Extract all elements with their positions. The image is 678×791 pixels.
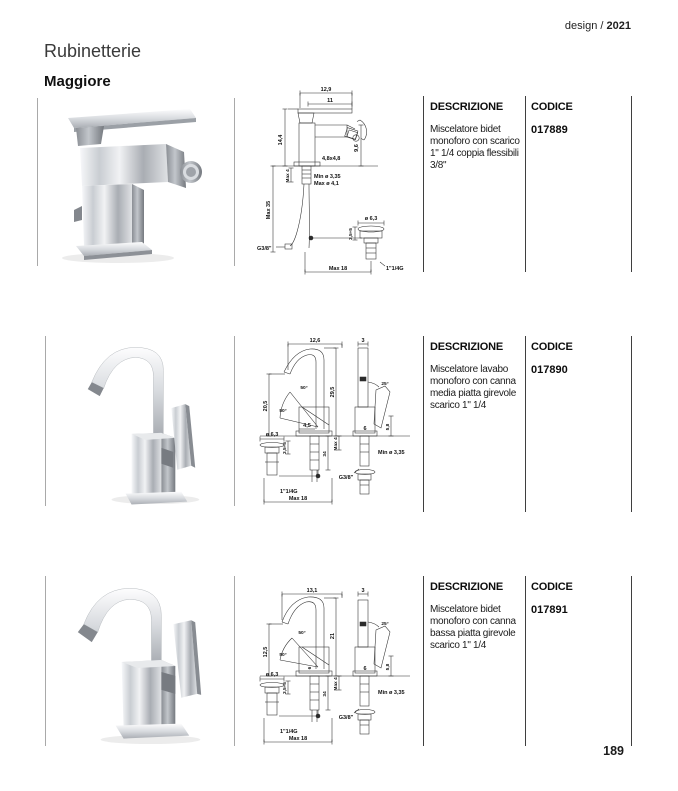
dim-label: 34 — [323, 451, 328, 457]
table-rule-right-2 — [631, 336, 632, 512]
codice-header-2: CODICE — [531, 341, 573, 353]
product-description-3: Miscelatore bidet monoforo con canna bassa piatta girevole scarico 1" 1/4 — [430, 604, 516, 651]
dim-label: 6 — [363, 426, 367, 432]
faucet-photo-shapes — [78, 588, 201, 744]
dim-label: 50° — [279, 653, 287, 658]
product-photo-bidet-spout-mixer — [46, 576, 234, 746]
page-title: Rubinetterie — [44, 41, 142, 61]
dim-label: Max 4 — [334, 437, 339, 451]
codice-header-3: CODICE — [531, 581, 573, 593]
table-rule-mid-1 — [525, 96, 526, 272]
design-credit-year: 2021 — [606, 20, 631, 32]
table-rule-right-3 — [631, 576, 632, 746]
dim-label: 21 — [330, 632, 336, 640]
design-credit-prefix: design / — [564, 20, 607, 32]
dim-label: ø 6,3 — [265, 432, 279, 438]
dim-label: Max 35 — [266, 200, 272, 220]
dim-label: 6 — [363, 666, 367, 672]
dim-label: 1"1/4G — [280, 729, 298, 735]
dim-labels-1 — [257, 87, 404, 272]
dim-label: 9,6 — [354, 144, 360, 152]
dim-label: 50° — [298, 631, 306, 636]
codice-header-1: CODICE — [531, 101, 573, 113]
dim-labels-2 — [263, 338, 405, 502]
dim-label: 29,5 — [330, 386, 336, 398]
dim-label: 6 — [308, 666, 313, 670]
dim-label: 25° — [381, 382, 389, 387]
table-rule-mid-2 — [525, 336, 526, 512]
dim-label: 5,8 — [386, 423, 391, 431]
dim-label: Max ø 4,1 — [314, 181, 339, 187]
dim-labels-3 — [263, 588, 405, 742]
dim-label: G3/8" — [257, 246, 272, 252]
table-rule-mid-3 — [525, 576, 526, 746]
dim-label: Max 18 — [328, 266, 348, 272]
dim-label: 13,1 — [306, 588, 318, 594]
table-rule-right-1 — [631, 96, 632, 272]
product-photo-bidet-mixer — [38, 98, 234, 266]
table-rule-left-2 — [423, 336, 424, 512]
table-rule-left-3 — [423, 576, 424, 746]
faucet-photo-shapes — [88, 347, 199, 504]
descrizione-header-3: DESCRIZIONE — [430, 581, 503, 593]
dim-label: 4,5 — [303, 423, 311, 429]
technical-drawing-2 — [252, 332, 418, 522]
product-code-1: 017889 — [531, 124, 568, 136]
dim-label: 12,9 — [320, 87, 332, 93]
dim-label: Max 4 — [286, 169, 291, 183]
product-photo-lavabo-mixer — [46, 336, 234, 506]
dim-label: 3,5÷5 — [349, 228, 354, 240]
product-code-2: 017890 — [531, 364, 568, 376]
dim-label: 34 — [323, 691, 328, 697]
dim-label: 1"1/4G — [280, 489, 298, 495]
dim-label: Max 18 — [288, 736, 308, 742]
faucet-photo-shapes — [62, 109, 202, 263]
dim-label: Min ø 3,35 — [378, 450, 405, 456]
dim-label: ø 6,3 — [265, 672, 279, 678]
dim-label: G3/8" — [338, 715, 354, 721]
product-photo-frame-2 — [45, 336, 235, 506]
dim-label: 3,5÷5 — [283, 442, 288, 454]
dim-label: Max 18 — [288, 496, 308, 502]
product-description-2: Miscelatore lavabo monoforo con canna media piatta girevole scarico 1" 1/4 — [430, 364, 516, 411]
dim-label: 25° — [381, 622, 389, 627]
design-credit — [565, 20, 631, 32]
descrizione-header-1: DESCRIZIONE — [430, 101, 503, 113]
technical-drawing-1 — [252, 86, 418, 286]
page-number: 189 — [603, 744, 624, 758]
table-rule-left-1 — [423, 96, 424, 272]
dim-label: 12,6 — [309, 338, 321, 344]
dim-label: 50° — [279, 409, 287, 414]
technical-drawing-3 — [252, 572, 418, 762]
dim-label: 5,8 — [386, 663, 391, 671]
dim-label: 14,4 — [278, 134, 284, 146]
dim-label: Min ø 3,35 — [314, 174, 341, 180]
dim-label: 50° — [300, 386, 308, 391]
dim-label: 11 — [327, 98, 333, 104]
dim-label: G3/8" — [338, 475, 354, 481]
dim-label: 4,8x4,8 — [322, 156, 341, 162]
descrizione-header-2: DESCRIZIONE — [430, 341, 503, 353]
dim-label: Max 4 — [334, 677, 339, 691]
dim-label: 20,5 — [263, 400, 269, 412]
product-code-3: 017891 — [531, 604, 568, 616]
collection-title: Maggiore — [44, 73, 111, 90]
dim-label: 3 — [361, 338, 365, 344]
dim-label: 3 — [361, 588, 365, 594]
dim-label: 1"1/4G — [386, 266, 404, 272]
product-description-1: Miscelatore bidet monoforo con scarico 1" 1/4 coppia flessibili 3/8" — [430, 124, 520, 171]
dim-label: ø 6,3 — [364, 216, 378, 222]
dim-label: 3,5÷5 — [283, 682, 288, 694]
product-photo-frame-1 — [37, 98, 235, 266]
dim-label: 12,5 — [263, 646, 269, 658]
product-photo-frame-3 — [45, 576, 235, 746]
dim-label: Min ø 3,35 — [378, 690, 405, 696]
